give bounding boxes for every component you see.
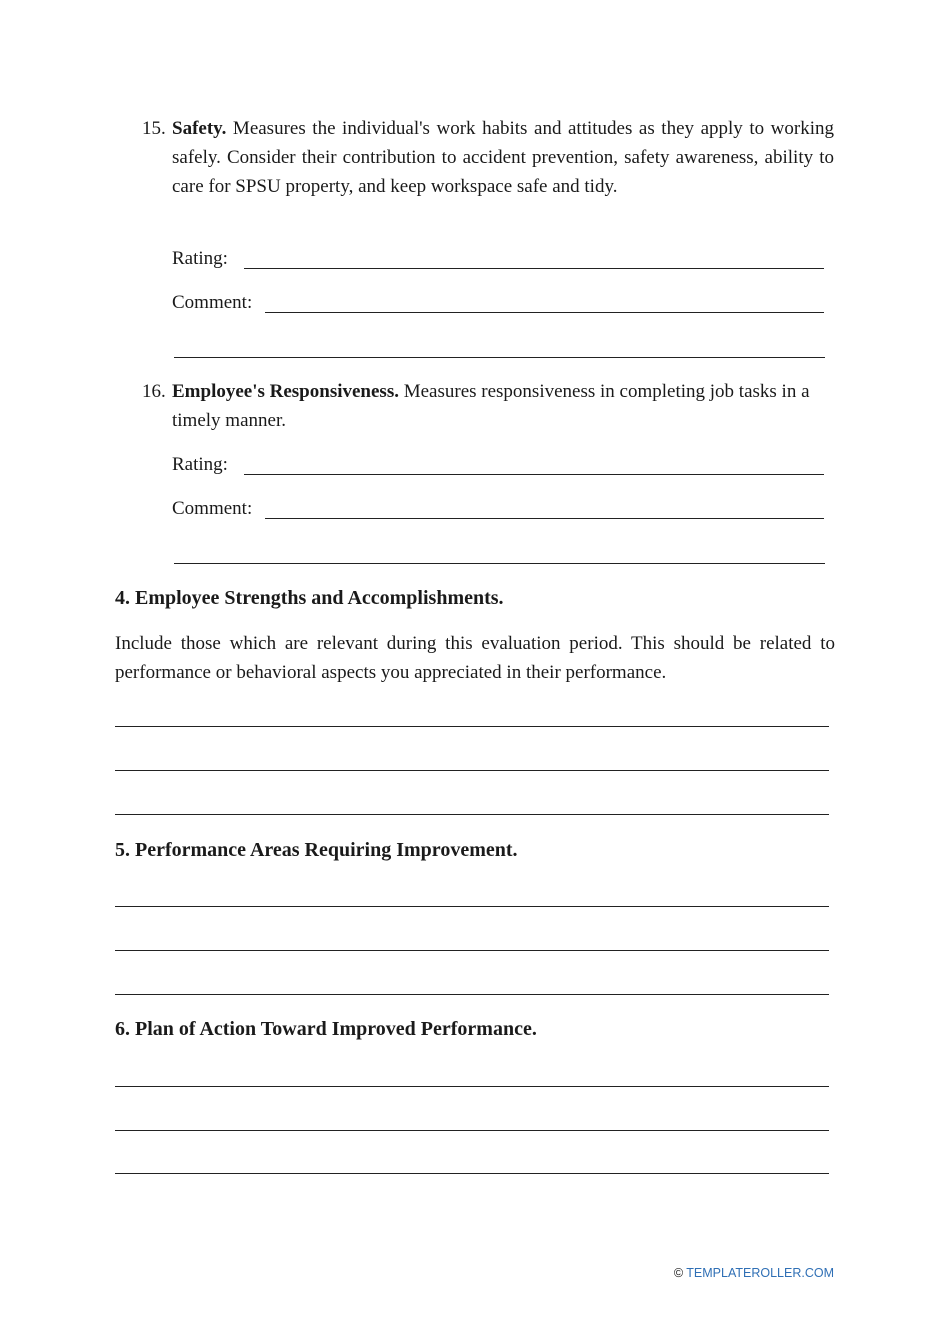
comment-field-line-2[interactable] bbox=[174, 563, 825, 564]
response-line[interactable] bbox=[115, 994, 829, 995]
response-line[interactable] bbox=[115, 814, 829, 815]
response-line[interactable] bbox=[115, 770, 829, 771]
site-link[interactable]: TEMPLATEROLLER.COM bbox=[686, 1266, 834, 1280]
response-line[interactable] bbox=[115, 906, 829, 907]
item-description: Measures the individual's work habits and attitudes as they apply to working safely. Consider their contribution to accident prevention, safety awareness, ability to care for SPSU property, and keep workspace safe and tidy. bbox=[172, 118, 834, 197]
section-heading: 6. Plan of Action Toward Improved Performance. bbox=[115, 1018, 537, 1040]
comment-label: Comment: bbox=[172, 498, 253, 519]
footer bbox=[674, 1266, 834, 1280]
item-description: Measures responsiveness in completing job tasks in a timely manner. bbox=[172, 381, 810, 431]
comment-label: Comment: bbox=[172, 292, 253, 313]
comment-field[interactable] bbox=[265, 312, 824, 313]
comment-field-line-2[interactable] bbox=[174, 357, 825, 358]
section-description: Include those which are relevant during this evaluation period. This should be related to performance or behavioral aspects you appreciated in their performance. bbox=[115, 633, 835, 683]
section-heading: 5. Performance Areas Requiring Improvement. bbox=[115, 839, 518, 861]
comment-field[interactable] bbox=[265, 518, 824, 519]
item-title: Safety. bbox=[172, 118, 227, 139]
rating-label: Rating: bbox=[172, 454, 228, 475]
response-line[interactable] bbox=[115, 1173, 829, 1174]
item-number: 15. bbox=[142, 118, 166, 139]
response-line[interactable] bbox=[115, 950, 829, 951]
response-line[interactable] bbox=[115, 1130, 829, 1131]
item-text bbox=[172, 114, 834, 201]
rating-label: Rating: bbox=[172, 248, 228, 269]
section-heading: 4. Employee Strengths and Accomplishments. bbox=[115, 587, 504, 609]
rating-field[interactable] bbox=[244, 474, 824, 475]
item-number: 16. bbox=[142, 381, 166, 402]
rating-field[interactable] bbox=[244, 268, 824, 269]
response-line[interactable] bbox=[115, 726, 829, 727]
item-title: Employee's Responsiveness. bbox=[172, 381, 399, 402]
item-text bbox=[172, 377, 834, 435]
response-line[interactable] bbox=[115, 1086, 829, 1087]
copyright-symbol: © bbox=[673, 1266, 684, 1280]
